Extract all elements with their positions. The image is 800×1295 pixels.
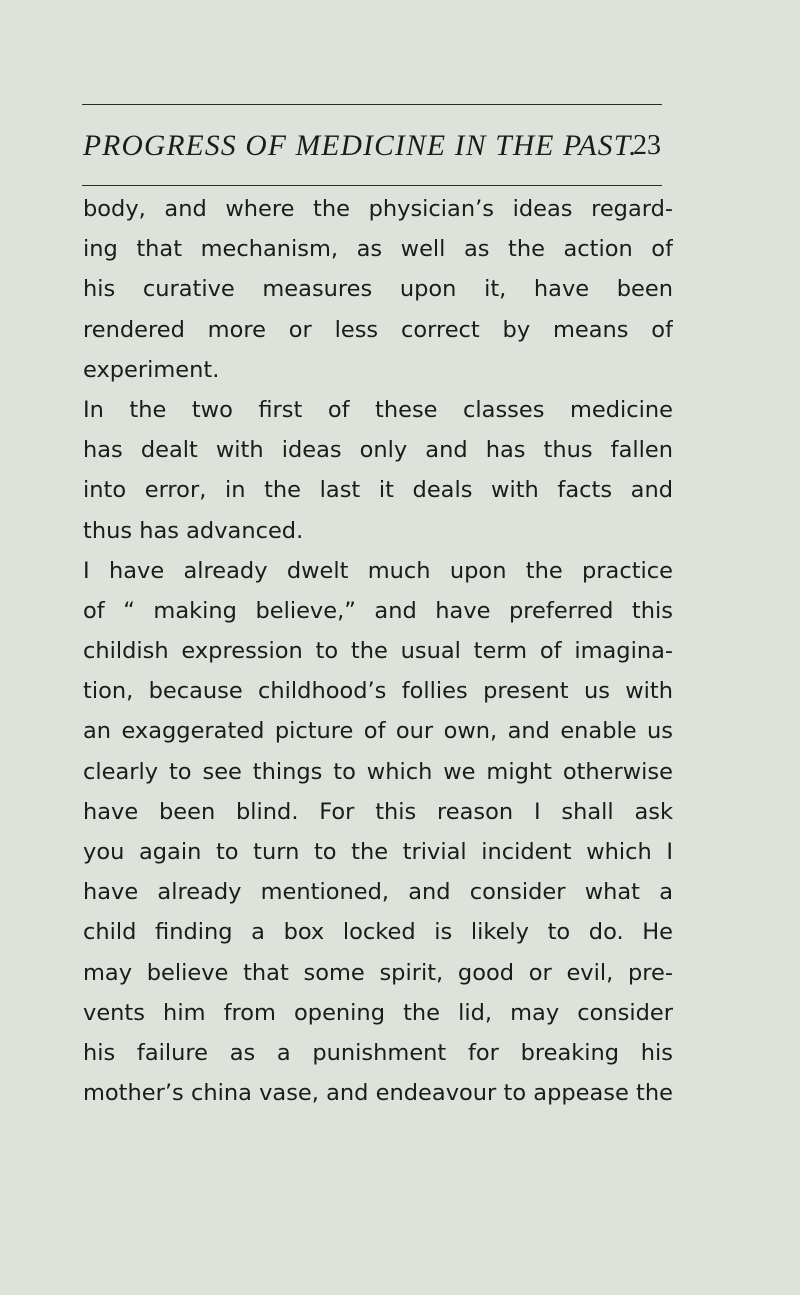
text-line: I have already dwelt much upon the practice — [83, 557, 673, 584]
header-rule-top — [82, 104, 662, 105]
page-number: 23 — [633, 130, 661, 161]
text-line: child finding a box locked is likely to do. He — [83, 919, 673, 946]
text-line: have already mentioned, and consider what a — [83, 879, 673, 906]
body-text — [83, 189, 673, 1113]
text-line: mother’s china vase, and endeavour to appease the — [83, 1080, 673, 1107]
text-line: tion, because childhood’s follies present us with — [83, 678, 673, 705]
text-line: ing that mechanism, as well as the action of — [83, 236, 673, 263]
text-line: body, and where the physician’s ideas regard- — [83, 196, 673, 222]
text-line: clearly to see things to which we might otherwise — [83, 758, 673, 785]
running-head: PROGRESS OF MEDICINE IN THE PAST. — [83, 130, 638, 162]
text-line: an exaggerated picture of our own, and enable us — [83, 718, 673, 745]
text-line: rendered more or less correct by means of — [83, 316, 673, 343]
text-line: childish expression to the usual term of imagina- — [83, 638, 673, 665]
text-line: his curative measures upon it, have been — [83, 276, 673, 303]
text-line: thus has advanced. — [83, 517, 304, 544]
text-line: has dealt with ideas only and has thus fallen — [83, 437, 673, 464]
text-line: In the two first of these classes medicine — [83, 396, 673, 423]
text-line: you again to turn to the trivial incident which I — [83, 839, 673, 865]
text-line: experiment. — [83, 356, 220, 383]
text-line: of “ making believe,” and have preferred this — [83, 597, 673, 624]
text-line: into error, in the last it deals with facts and — [83, 477, 673, 504]
text-line: vents him from opening the lid, may consider — [83, 999, 673, 1026]
text-line: have been blind. For this reason I shall ask — [83, 798, 673, 825]
page-header — [83, 124, 661, 168]
text-line: may believe that some spirit, good or evil, pre- — [83, 959, 673, 986]
text-line: his failure as a punishment for breaking his — [83, 1039, 673, 1066]
header-rule-bottom — [82, 185, 662, 186]
